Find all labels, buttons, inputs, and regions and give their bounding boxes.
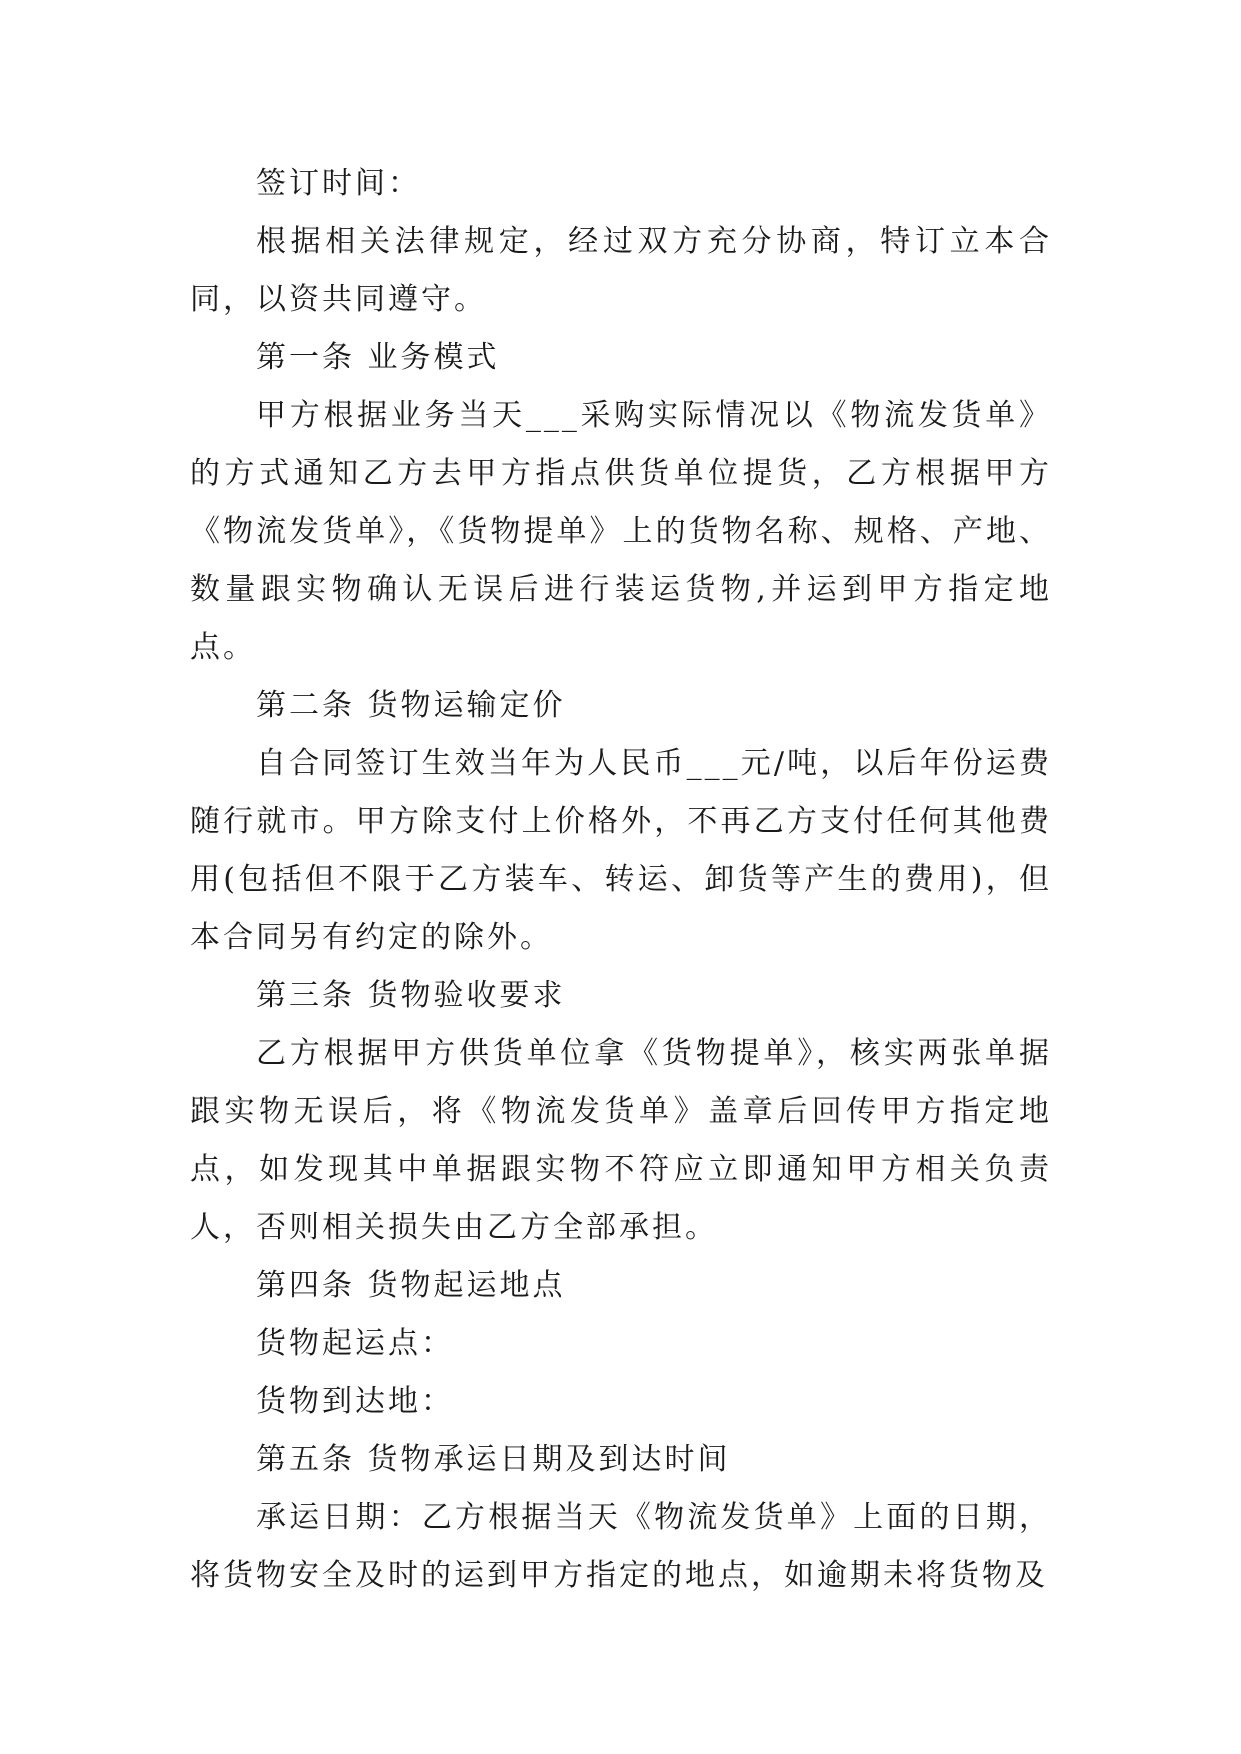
article-5-title: 第五条 货物承运日期及到达时间 — [256, 1442, 731, 1477]
article-4-title: 第四条 货物起运地点 — [256, 1268, 566, 1303]
article-1-title: 第一条 业务模式 — [256, 340, 500, 375]
article-5-body: 承运日期：乙方根据当天《物流发货单》上面的日期，将货物安全及时的运到甲方指定的地点，如逾期未将货物及 — [190, 1500, 1052, 1593]
article-4-origin: 货物起运点： — [256, 1326, 454, 1361]
article-2-title: 第二条 货物运输定价 — [256, 688, 566, 723]
signing-time-line: 签订时间： — [256, 166, 421, 201]
article-1-body: 甲方根据业务当天___采购实际情况以《物流发货单》的方式通知乙方去甲方指点供货单位提货，乙方根据甲方《物流发货单》，《货物提单》上的货物名称、规格、产地、数量跟实物确认无误后进行装运货物,并运到甲方指定地点。 — [190, 398, 1052, 665]
article-3-body: 乙方根据甲方供货单位拿《货物提单》，核实两张单据跟实物无误后，将《物流发货单》盖章后回传甲方指定地点，如发现其中单据跟实物不符应立即通知甲方相关负责人，否则相关损失由乙方全部承担。 — [190, 1036, 1052, 1245]
article-2-body: 自合同签订生效当年为人民币___元/吨，以后年份运费随行就市。甲方除支付上价格外，不再乙方支付任何其他费用(包括但不限于乙方装车、转运、卸货等产生的费用)，但本合同另有约定的除外。 — [190, 746, 1052, 955]
article-4-destination: 货物到达地： — [256, 1384, 454, 1419]
preamble-paragraph: 根据相关法律规定，经过双方充分协商，特订立本合同，以资共同遵守。 — [190, 224, 1052, 317]
document-body — [190, 155, 1052, 1605]
article-3-title: 第三条 货物验收要求 — [256, 978, 566, 1013]
